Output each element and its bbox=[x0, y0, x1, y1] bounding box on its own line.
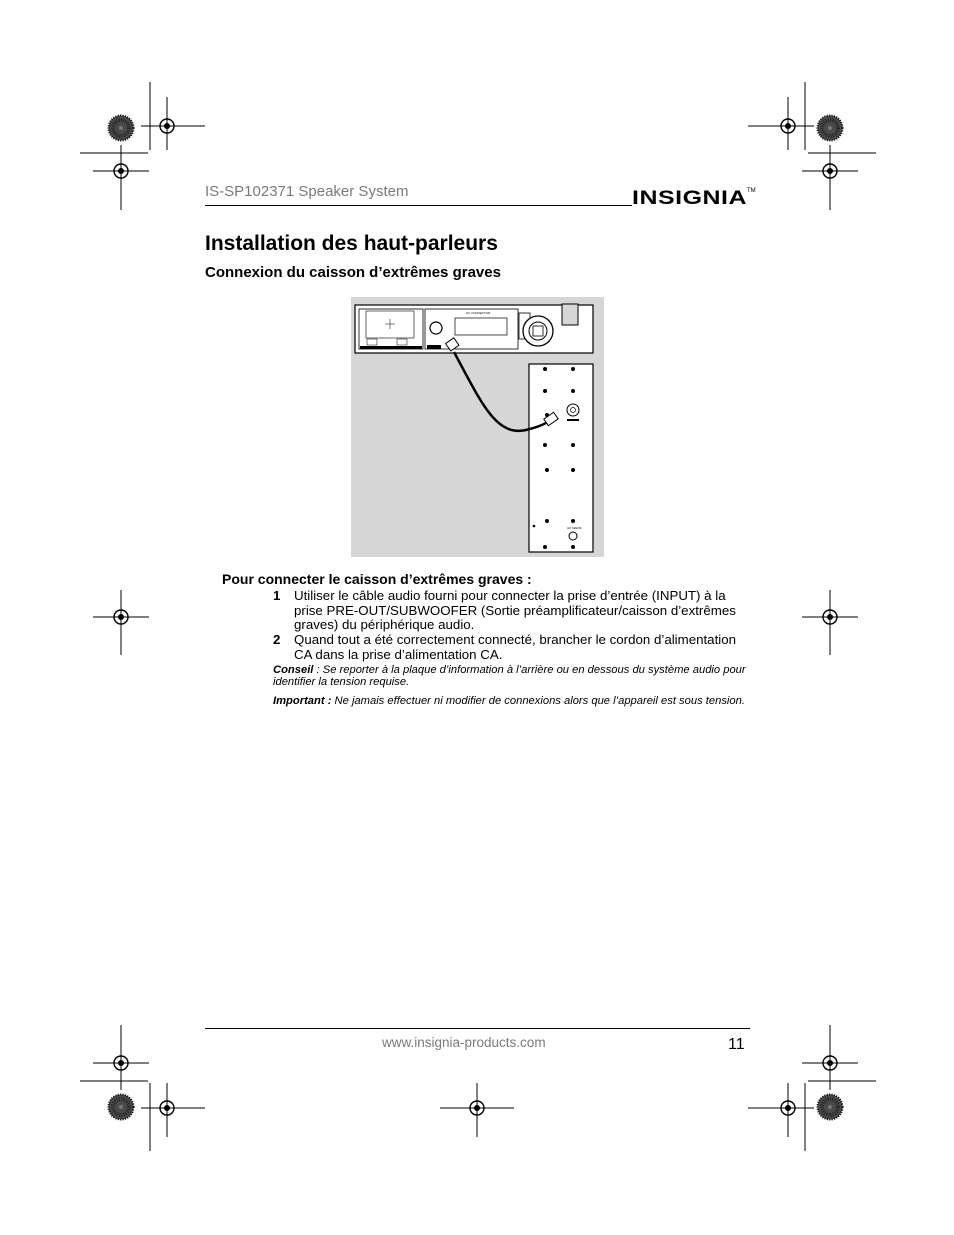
speaker-terminal bbox=[523, 316, 553, 346]
page-title: Installation des haut-parleurs bbox=[205, 232, 498, 255]
note-text: Ne jamais effectuer ni modifier de connexions alors que l’appareil est sous tension. bbox=[331, 695, 745, 707]
ac-mains-label: AC MAINS bbox=[567, 526, 582, 530]
step-text: Quand tout a été correctement connecté, brancher le cordon d’alimentation CA dans la prise d’alimentation CA. bbox=[294, 632, 737, 662]
svg-text:INSIGNIA: INSIGNIA bbox=[632, 188, 747, 209]
header-rule bbox=[205, 205, 632, 206]
subwoofer-rear-panel bbox=[529, 364, 593, 552]
page-number: 11 bbox=[728, 1036, 745, 1053]
subwoofer-connection-figure bbox=[351, 297, 604, 557]
svg-text:TM: TM bbox=[747, 188, 756, 194]
insignia-logo bbox=[632, 184, 756, 210]
note-label: Important : bbox=[273, 695, 332, 707]
procedure-step bbox=[273, 633, 753, 662]
note-label: Conseil bbox=[273, 664, 314, 676]
step-number: 1 bbox=[273, 588, 281, 603]
procedure-step bbox=[273, 589, 753, 633]
subwoofer-input-jack bbox=[567, 404, 579, 416]
ac-mains-socket bbox=[569, 532, 577, 540]
document-header-title: IS-SP102371 Speaker System bbox=[205, 183, 409, 200]
important-note bbox=[273, 695, 753, 707]
section-subtitle: Connexion du caisson d’extrêmes graves bbox=[205, 264, 501, 281]
footer-rule bbox=[205, 1028, 750, 1029]
connection-diagram bbox=[351, 297, 604, 557]
step-number: 2 bbox=[273, 632, 281, 647]
note-text: : Se reporter à la plaque d’information à l’arrière ou en dessous du système audio pour identifier la tension requise. bbox=[273, 664, 746, 688]
step-text: Utiliser le câble audio fourni pour connecter la prise d’entrée (INPUT) à la prise PRE-OUT/SUBWOOFER (Sortie préamplificateur/caisson d’extrêmes graves) du périphérique audio. bbox=[294, 588, 736, 632]
procedure-heading: Pour connecter le caisson d’extrêmes graves : bbox=[222, 571, 532, 587]
footer-url: www.insignia-products.com bbox=[382, 1035, 546, 1050]
tip-note bbox=[273, 664, 753, 688]
ac-connector-label: AC CONNECTOR bbox=[466, 311, 491, 315]
pre-out-subwoofer-jack bbox=[430, 322, 442, 334]
